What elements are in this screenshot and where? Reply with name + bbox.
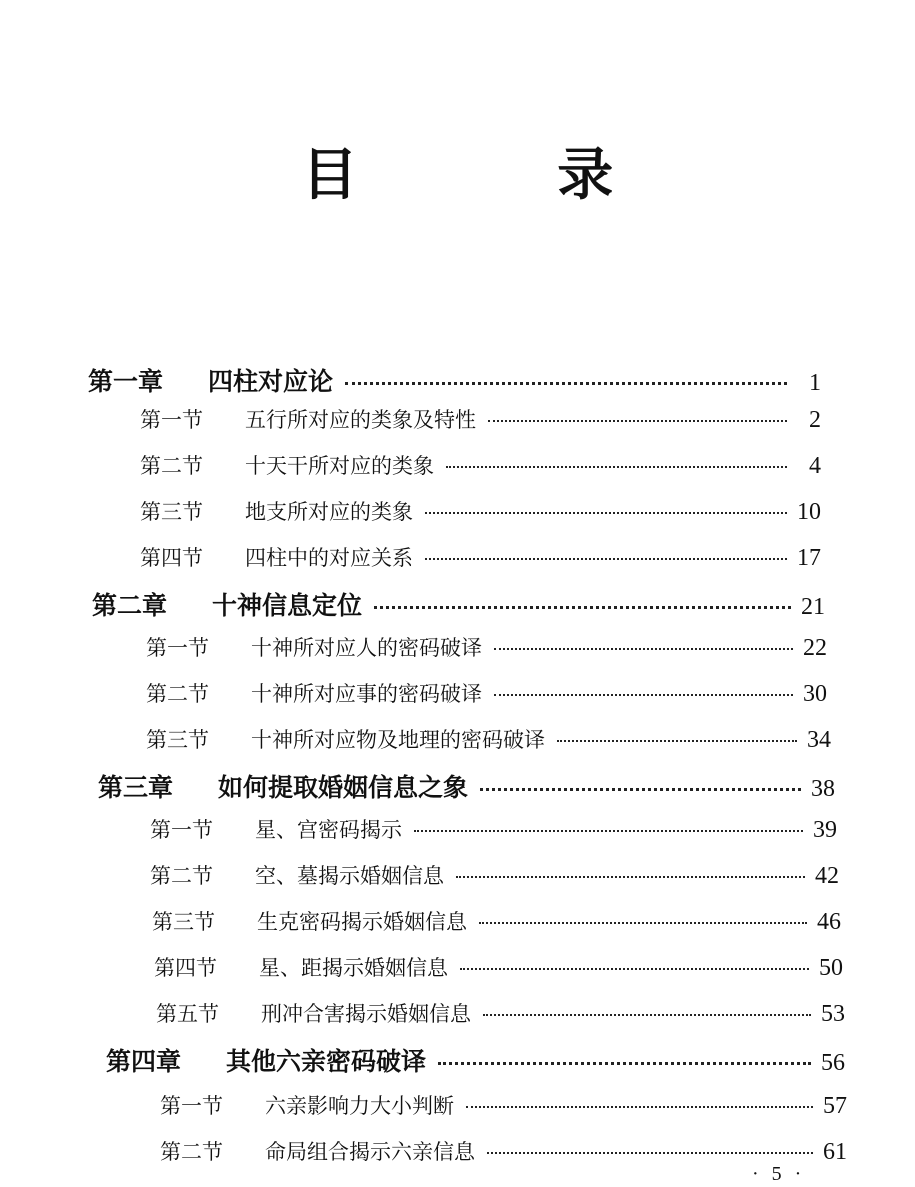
section-title: 四柱中的对应关系: [245, 546, 413, 570]
page-number: 53: [821, 1001, 845, 1027]
dot-leader: [487, 1152, 813, 1154]
page-number: 61: [823, 1139, 847, 1165]
dot-leader: [374, 606, 791, 609]
page-number: 22: [803, 635, 827, 661]
section-title: 命局组合揭示六亲信息: [265, 1140, 475, 1164]
section-title: 十神所对应物及地理的密码破译: [251, 728, 545, 752]
folio-page-number: · 5 ·: [752, 1163, 806, 1185]
toc-section[interactable]: [140, 542, 821, 572]
toc-section[interactable]: [154, 952, 843, 982]
page-number: 4: [809, 453, 821, 479]
section-number: 第二节: [146, 682, 209, 706]
chapter-title: 十神信息定位: [212, 591, 363, 620]
page-number: 39: [813, 817, 837, 843]
section-number: 第一节: [146, 636, 209, 660]
toc-chapter[interactable]: [106, 1042, 845, 1078]
section-title: 生克密码揭示婚姻信息: [257, 910, 467, 934]
toc-section[interactable]: [140, 450, 821, 480]
page-number: 38: [811, 776, 835, 802]
toc-chapter[interactable]: [92, 586, 825, 622]
chapter-number: 第三章: [98, 773, 174, 802]
dot-leader: [456, 876, 805, 878]
dot-leader: [488, 420, 787, 422]
section-title: 十天干所对应的类象: [245, 454, 434, 478]
chapter-number: 第四章: [106, 1047, 182, 1076]
toc-section[interactable]: [146, 678, 827, 708]
toc-section[interactable]: [140, 404, 821, 434]
dot-leader: [446, 466, 787, 468]
dot-leader: [460, 968, 809, 970]
dot-leader: [414, 830, 803, 832]
page-number: 17: [797, 545, 821, 571]
dot-leader: [438, 1062, 811, 1065]
chapter-number: 第一章: [88, 367, 164, 396]
dot-leader: [466, 1106, 813, 1108]
dot-leader: [557, 740, 797, 742]
section-number: 第一节: [160, 1094, 223, 1118]
page-number: 42: [815, 863, 839, 889]
page-number: 30: [803, 681, 827, 707]
section-number: 第五节: [156, 1002, 219, 1026]
toc-section[interactable]: [156, 998, 845, 1028]
page-number: 1: [809, 370, 821, 396]
section-title: 空、墓揭示婚姻信息: [255, 864, 444, 888]
dot-leader: [425, 558, 787, 560]
chapter-title: 其他六亲密码破译: [226, 1047, 427, 1076]
toc-section[interactable]: [150, 814, 837, 844]
page-number: 34: [807, 727, 831, 753]
toc-section[interactable]: [150, 860, 839, 890]
chapter-title: 如何提取婚姻信息之象: [218, 773, 469, 802]
section-title: 十神所对应人的密码破译: [251, 636, 482, 660]
dot-leader: [494, 694, 793, 696]
section-number: 第三节: [146, 728, 209, 752]
section-title: 星、宫密码揭示: [255, 818, 402, 842]
section-title: 十神所对应事的密码破译: [251, 682, 482, 706]
toc-chapter[interactable]: [88, 362, 821, 398]
toc-section[interactable]: [160, 1136, 847, 1166]
toc-chapter[interactable]: [98, 768, 835, 804]
section-title: 星、距揭示婚姻信息: [259, 956, 448, 980]
page-number: 50: [819, 955, 843, 981]
dot-leader: [425, 512, 787, 514]
section-number: 第一节: [150, 818, 213, 842]
section-title: 地支所对应的类象: [245, 500, 413, 524]
section-number: 第二节: [140, 454, 203, 478]
section-number: 第二节: [160, 1140, 223, 1164]
dot-leader: [480, 788, 801, 791]
section-number: 第三节: [140, 500, 203, 524]
page-number: 10: [797, 499, 821, 525]
page-number: 21: [801, 594, 825, 620]
section-number: 第三节: [152, 910, 215, 934]
section-title: 刑冲合害揭示婚姻信息: [261, 1002, 471, 1026]
page-number: 2: [809, 407, 821, 433]
section-number: 第四节: [140, 546, 203, 570]
section-title: 六亲影响力大小判断: [265, 1094, 454, 1118]
toc-section[interactable]: [160, 1090, 847, 1120]
section-title: 五行所对应的类象及特性: [245, 408, 476, 432]
toc-section[interactable]: [152, 906, 841, 936]
page-number: 57: [823, 1093, 847, 1119]
section-number: 第一节: [140, 408, 203, 432]
toc-section[interactable]: [146, 724, 831, 754]
toc-title: 目 录: [301, 142, 704, 208]
toc-section[interactable]: [140, 496, 821, 526]
dot-leader: [483, 1014, 811, 1016]
page-number: 56: [821, 1050, 845, 1076]
page-number: 46: [817, 909, 841, 935]
section-number: 第二节: [150, 864, 213, 888]
toc-section[interactable]: [146, 632, 827, 662]
section-number: 第四节: [154, 956, 217, 980]
dot-leader: [345, 382, 787, 385]
dot-leader: [479, 922, 807, 924]
dot-leader: [494, 648, 793, 650]
chapter-title: 四柱对应论: [208, 367, 334, 396]
chapter-number: 第二章: [92, 591, 168, 620]
